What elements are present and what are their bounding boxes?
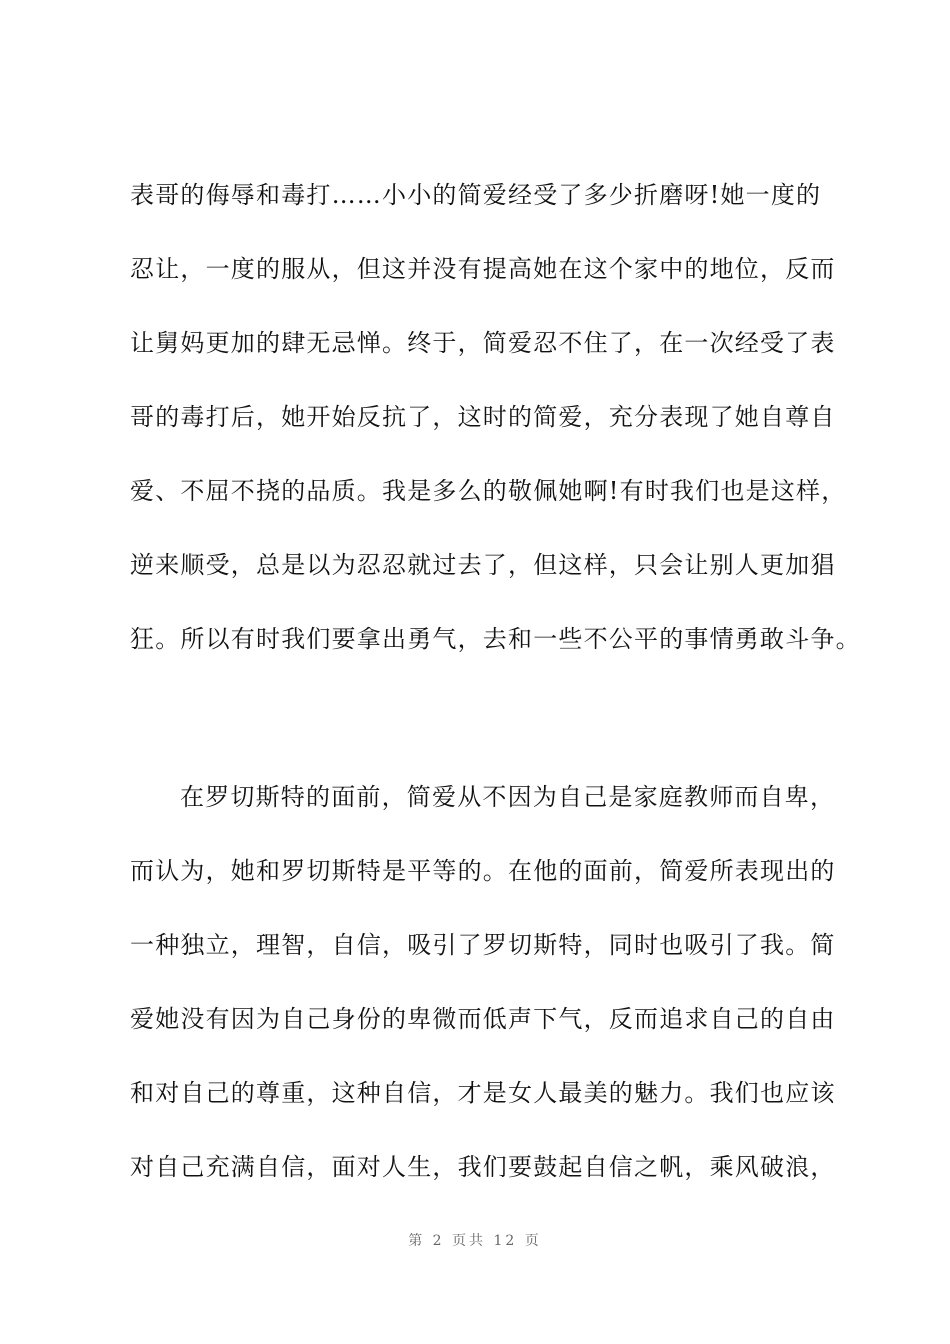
paragraph-line: 哥的毒打后，她开始反抗了，这时的简爱，充分表现了她自尊自 xyxy=(130,403,836,431)
paragraph-line: 忍让，一度的服从，但这并没有提高她在这个家中的地位，反而 xyxy=(130,255,836,283)
paragraph-line: 一种独立，理智，自信，吸引了罗切斯特，同时也吸引了我。简 xyxy=(130,931,836,959)
paragraph-line: 让舅妈更加的肆无忌惮。终于，简爱忍不住了，在一次经受了表 xyxy=(130,329,836,357)
paragraph-line: 爱、不屈不挠的品质。我是多么的敬佩她啊!有时我们也是这样， xyxy=(130,477,847,505)
paragraph-line: 而认为，她和罗切斯特是平等的。在他的面前，简爱所表现出的 xyxy=(130,857,836,885)
paragraph-line: 在罗切斯特的面前，简爱从不因为自己是家庭教师而自卑， xyxy=(180,783,836,811)
paragraph-line: 爱她没有因为自己身份的卑微而低声下气，反而追求自己的自由 xyxy=(130,1005,836,1033)
paragraph-line: 对自己充满自信，面对人生，我们要鼓起自信之帆，乘风破浪， xyxy=(130,1153,836,1181)
paragraph-line: 狂。所以有时我们要拿出勇气，去和一些不公平的事情勇敢斗争。 xyxy=(130,625,861,653)
paragraph-line: 逆来顺受，总是以为忍忍就过去了，但这样，只会让别人更加猖 xyxy=(130,551,836,579)
paragraph-line: 表哥的侮辱和毒打……小小的简爱经受了多少折磨呀!她一度的 xyxy=(130,181,822,209)
page-number-footer: 第 2 页共 12 页 xyxy=(408,1233,542,1249)
paragraph-line: 和对自己的尊重，这种自信，才是女人最美的魅力。我们也应该 xyxy=(130,1079,836,1107)
